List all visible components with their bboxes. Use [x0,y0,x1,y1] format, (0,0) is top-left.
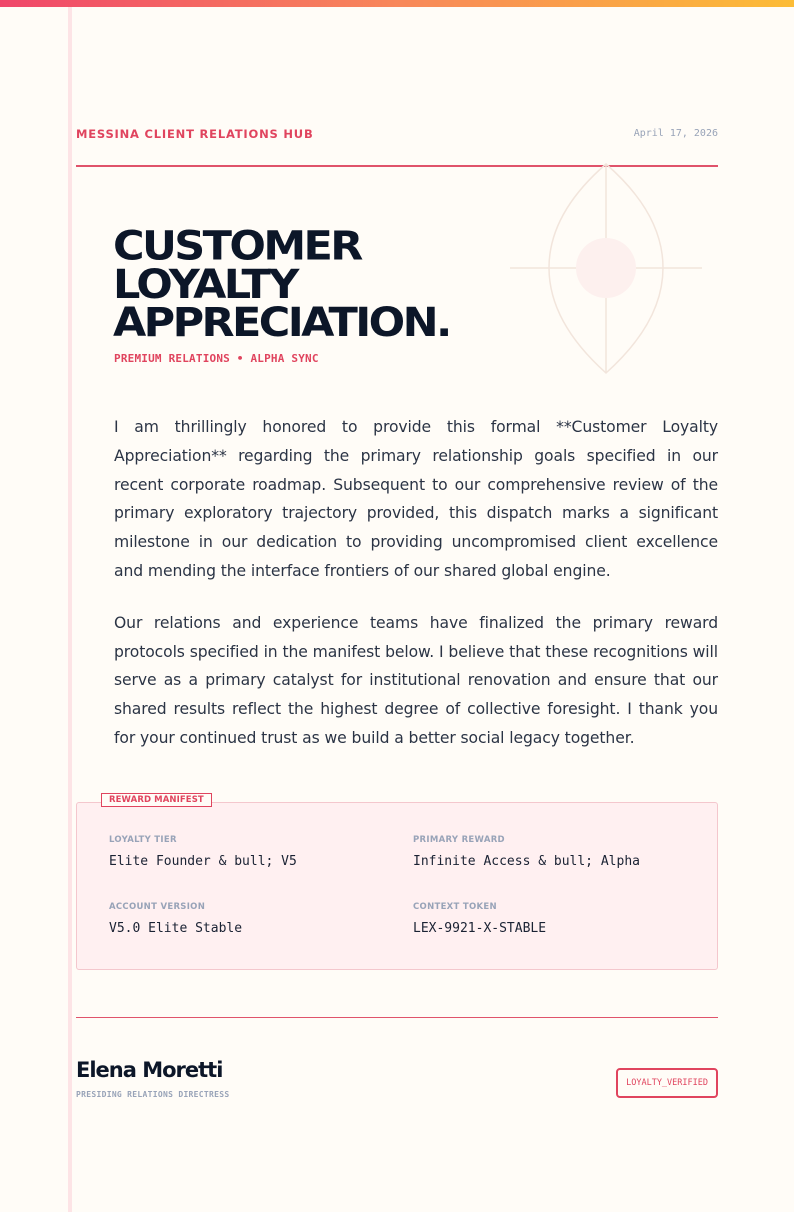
title-line: LOYALTY [113,261,297,308]
field-label: ACCOUNT VERSION [109,902,206,912]
manifest-field-primary-reward [413,835,640,869]
field-label: PRIMARY REWARD [413,835,505,845]
field-label: CONTEXT TOKEN [413,902,497,912]
manifest-field-account-version [109,902,242,936]
brand-name: MESSINA CLIENT RELATIONS HUB [76,127,314,141]
top-gradient-bar [0,0,794,7]
field-label: LOYALTY TIER [109,835,177,845]
left-margin-rule [68,7,72,1212]
title-line: APPRECIATION. [113,299,450,347]
field-value: V5.0 Elite Stable [109,921,243,936]
letter-date: April 17, 2026 [633,128,718,139]
field-value: Elite Founder & bull; V5 [109,854,297,869]
eye-emblem-icon [510,160,710,384]
signer-role: PRESIDING RELATIONS DIRECTRESS [76,1090,230,1099]
document-title [113,223,450,347]
verified-badge: LOYALTY_VERIFIED [616,1068,718,1098]
footer-divider [76,1017,718,1018]
manifest-field-loyalty-tier [109,835,297,869]
document-subtitle: PREMIUM RELATIONS • ALPHA SYNC [114,352,319,365]
title-line: CUSTOMER [113,223,361,270]
manifest-panel [76,802,718,970]
signer-name: Elena Moretti [76,1058,223,1082]
letter-body [114,413,718,776]
field-value: Infinite Access & bull; Alpha [413,854,640,869]
manifest-field-context-token [413,902,546,936]
field-value: LEX-9921-X-STABLE [413,921,547,936]
body-paragraph: Our relations and experience teams have finalized the primary reward protocols specified in the manifest below. I believe that these recognitions will serve as a primary catalyst for institutional renovation and ensure that our shared results reflect the highest degree of collective foresight. I thank you for your continued trust as we build a better social legacy together. [114,613,718,747]
body-paragraph: I am thrillingly honored to provide this formal **Customer Loyalty Appreciation** regarding the primary relationship goals specified in our recent corporate roadmap. Subsequent to our comprehensive review of the primary exploratory trajectory provided, this dispatch marks a significant milestone in our dedication to providing uncompromised client excellence and mending the interface frontiers of our shared global engine. [114,418,718,580]
manifest-tag: REWARD MANIFEST [101,793,212,807]
